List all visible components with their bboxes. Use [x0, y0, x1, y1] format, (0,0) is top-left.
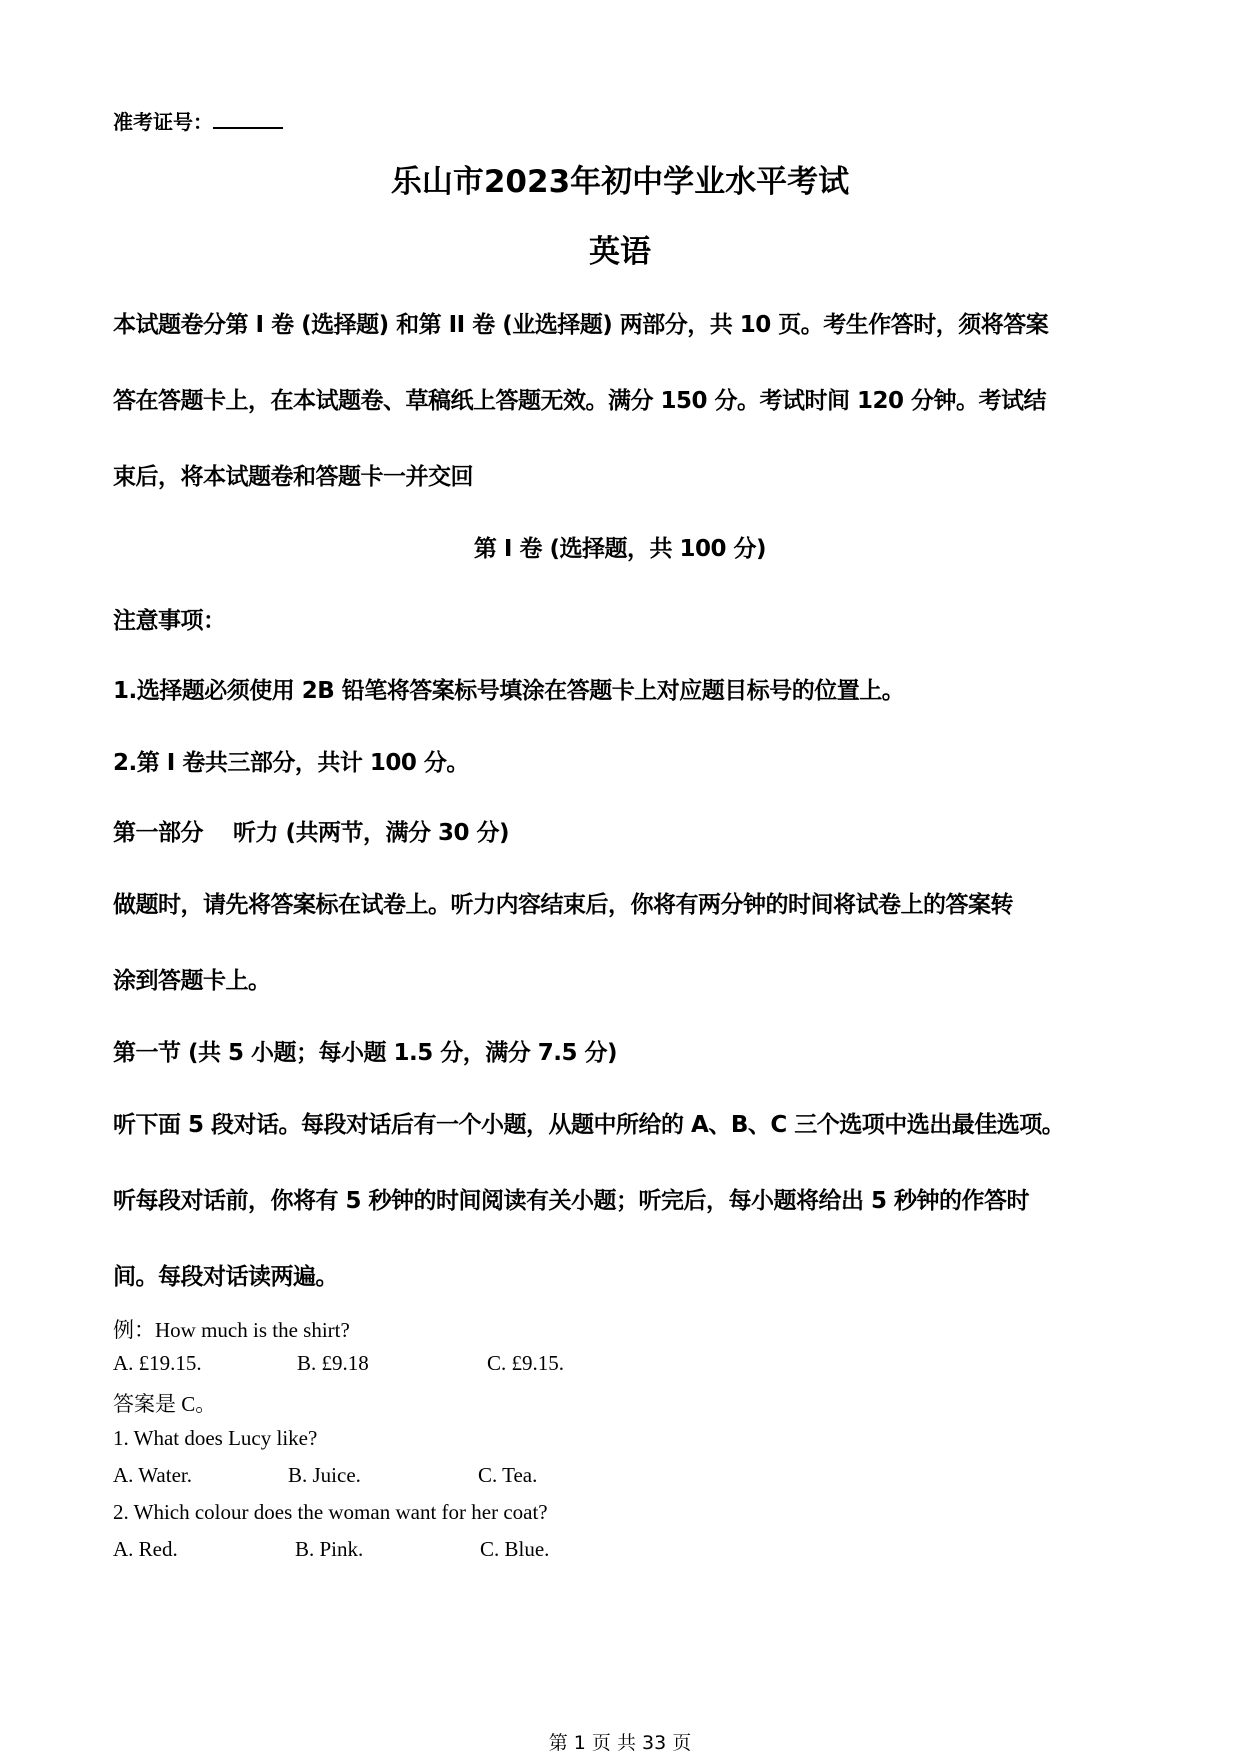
section1-instruction-2: 听每段对话前，你将有 5 秒钟的时间阅读有关小题；听完后，每小题将给出 5 秒钟的作答时 [113, 1188, 1030, 1214]
section1-instruction-3: 间。每段对话读两遍。 [113, 1264, 338, 1290]
example-answer: 答案是 C。 [113, 1392, 217, 1416]
part1-heading: 第一部分 听力 (共两节，满分 30 分) [113, 820, 510, 846]
section1-instruction-1: 听下面 5 段对话。每段对话后有一个小题，从题中所给的 A、B、C 三个选项中选出最佳选项。 [113, 1112, 1065, 1138]
notes-heading: 注意事项： [113, 608, 226, 634]
exam-id-label: 准考证号： [113, 110, 213, 134]
question-2-option-a: A. Red. [113, 1537, 178, 1561]
question-2-option-b: B. Pink. [295, 1537, 364, 1561]
question-1-option-a: A. Water. [113, 1463, 192, 1487]
example-option-b: B. £9.18 [297, 1351, 369, 1375]
section1-heading: 第一节 (共 5 小题；每小题 1.5 分，满分 7.5 分) [113, 1040, 618, 1066]
volume1-heading: 第 I 卷 (选择题，共 100 分) [473, 536, 767, 562]
part1-instruction-1: 做题时，请先将答案标在试卷上。听力内容结束后，你将有两分钟的时间将试卷上的答案转 [113, 892, 1013, 918]
intro-line-1: 本试题卷分第 I 卷 (选择题) 和第 II 卷 (业选择题) 两部分，共 10 页。考生作答时，须将答案 [113, 312, 1049, 338]
exam-id-blank[interactable] [213, 109, 283, 129]
note-item-1: 1.选择题必须使用 2B 铅笔将答案标号填涂在答题卡上对应题目标号的位置上。 [113, 678, 905, 704]
example-question: 例：How much is the shirt? [113, 1318, 350, 1342]
example-option-c: C. £9.15. [487, 1351, 565, 1375]
question-2-option-c: C. Blue. [480, 1537, 550, 1561]
note-item-2: 2.第 I 卷共三部分，共计 100 分。 [113, 750, 469, 776]
page-title: 乐山市2023年初中学业水平考试 [390, 164, 850, 200]
subject-title: 英语 [589, 234, 651, 270]
exam-id-field [113, 106, 283, 135]
part1-instruction-2: 涂到答题卡上。 [113, 968, 271, 994]
question-1-option-c: C. Tea. [478, 1463, 538, 1487]
intro-line-2: 答在答题卡上，在本试题卷、草稿纸上答题无效。满分 150 分。考试时间 120 分钟。考试结 [113, 388, 1047, 414]
question-1-option-b: B. Juice. [288, 1463, 361, 1487]
example-option-a: A. £19.15. [113, 1351, 202, 1375]
question-1: 1. What does Lucy like? [113, 1426, 318, 1450]
intro-line-3: 束后，将本试题卷和答题卡一并交回 [113, 464, 473, 490]
page-footer: 第 1 页 共 33 页 [548, 1732, 692, 1754]
question-2: 2. Which colour does the woman want for her coat? [113, 1500, 548, 1524]
